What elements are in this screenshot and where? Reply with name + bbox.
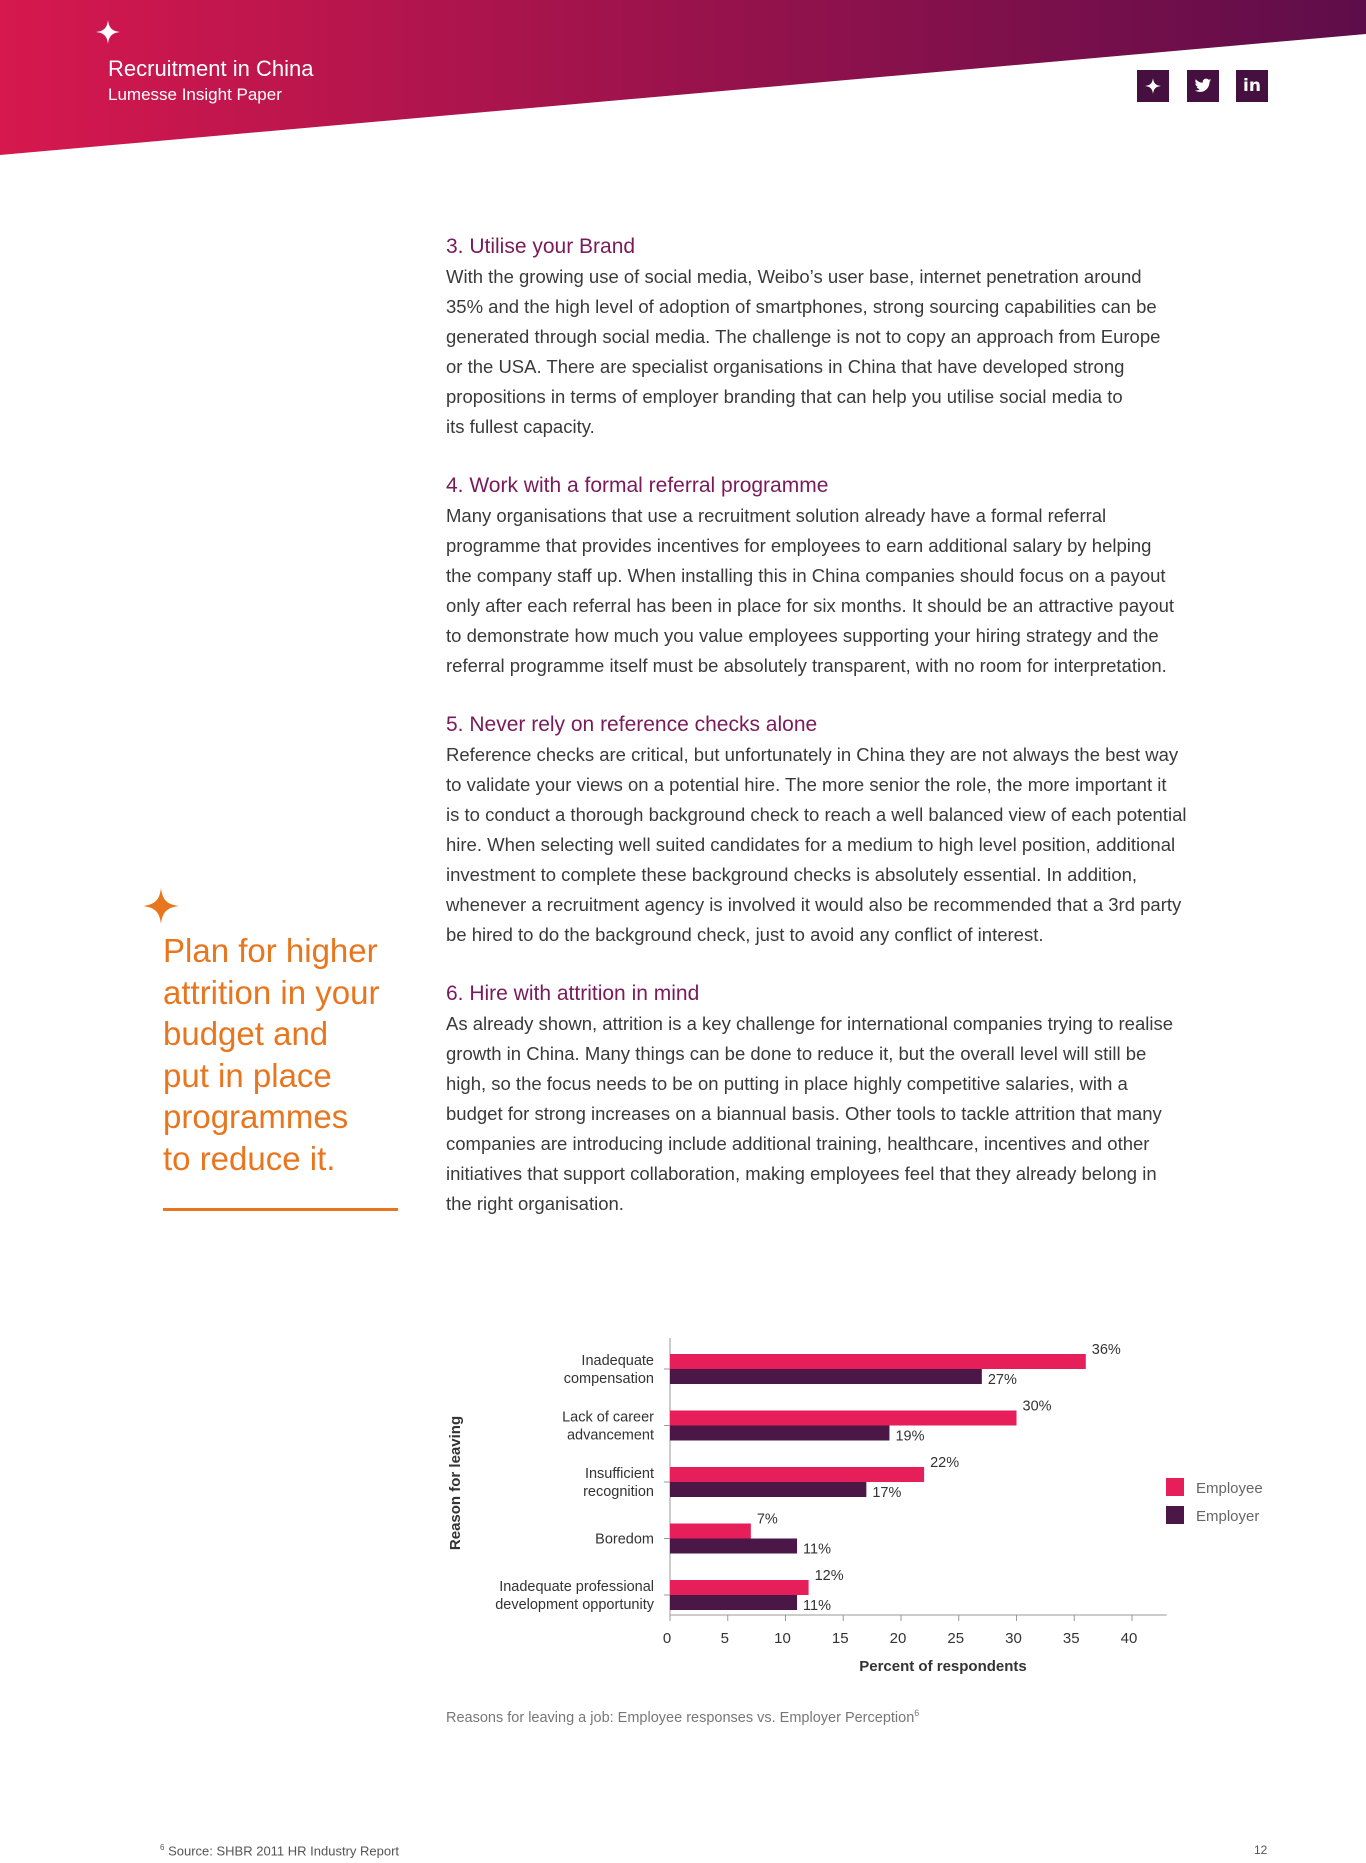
text-line: growth in China. Many things can be done to reduce it, but the overall level will still be <box>446 1043 1147 1064</box>
legend-label-employee: Employee <box>1196 1480 1263 1497</box>
quote-line: Plan for higher <box>163 932 378 969</box>
section-heading: 4. Work with a formal referral programme <box>446 474 829 497</box>
quote-line: attrition in your <box>163 973 380 1011</box>
x-axis-title: Percent of respondents <box>859 1658 1027 1675</box>
quote-divider <box>163 1208 398 1211</box>
text-line: companies are introducing include additional training, healthcare, incentives and other <box>446 1133 1150 1154</box>
bar-employee <box>670 1354 1086 1369</box>
x-tick-label: 35 <box>1062 1630 1080 1647</box>
text-line: Many organisations that use a recruitment solution already have a formal referral <box>446 505 1107 526</box>
data-label-employee: 22% <box>930 1455 960 1471</box>
section-body <box>446 1009 1276 1219</box>
bar-employer <box>670 1369 982 1384</box>
text-line: programme that provides incentives for employees to earn additional salary by helping <box>446 535 1152 556</box>
document-title: Recruitment in China <box>108 56 314 81</box>
page-number: 12 <box>1254 1843 1268 1857</box>
document-subtitle: Lumesse Insight Paper <box>108 85 282 104</box>
twitter-icon <box>1194 78 1212 94</box>
star-icon <box>1145 78 1161 94</box>
data-label-employer: 17% <box>872 1485 902 1501</box>
pull-quote <box>163 930 413 1179</box>
footnote-ref: 6 <box>160 1843 165 1852</box>
quote-line: put in place <box>163 1056 332 1094</box>
category-label: Insufficient <box>584 1466 654 1482</box>
category-label: development opportunity <box>495 1597 654 1613</box>
bar-employer <box>670 1426 889 1441</box>
legend-swatch-employee <box>1166 1478 1184 1496</box>
quote-line: budget and <box>163 1015 329 1052</box>
bar-employee <box>670 1467 924 1482</box>
x-tick-label: 25 <box>947 1630 965 1647</box>
text-line: 35% and the high level of adoption of smartphones, strong sourcing capabilities can be <box>446 296 1157 317</box>
section-heading: 5. Never rely on reference checks alone <box>446 713 818 736</box>
category-label: Boredom <box>595 1531 654 1548</box>
text-line: the company staff up. When installing this in China companies should focus on a payout <box>446 565 1166 586</box>
section-body <box>446 501 1276 681</box>
x-tick-label: 5 <box>720 1630 729 1647</box>
text-line: the right organisation. <box>446 1193 624 1214</box>
data-label-employer: 27% <box>987 1372 1017 1388</box>
share-star-button[interactable] <box>1137 70 1169 102</box>
text-line: referral programme itself must be absolutely transparent, with no room for interpretation. <box>446 655 1167 676</box>
category-label: advancement <box>566 1427 654 1444</box>
text-line: be hired to do the background check, just to avoid any conflict of interest. <box>446 924 1044 945</box>
text-line: to validate your views on a potential hire. The more senior the role, the more important it <box>446 774 1167 795</box>
section-heading: 3. Utilise your Brand <box>446 235 636 258</box>
bar-employee <box>670 1580 809 1595</box>
section-utilise-brand <box>446 232 1276 442</box>
text-line: With the growing use of social media, Weibo’s user base, internet penetration around <box>446 266 1142 287</box>
text-line: is to conduct a thorough background check to reach a well balanced view of each potential <box>446 804 1187 825</box>
caption-footnote-ref: 6 <box>914 1708 920 1718</box>
text-line: to demonstrate how much you value employees supporting your hiring strategy and the <box>446 625 1159 646</box>
main-content <box>446 232 1276 1248</box>
quote-line: programmes <box>163 1098 349 1135</box>
text-line: high, so the focus needs to be on putting in place highly competitive salaries, with a <box>446 1073 1128 1094</box>
star-icon <box>143 888 179 924</box>
section-reference-checks <box>446 710 1276 950</box>
section-referral-programme <box>446 471 1276 681</box>
category-label: Lack of career <box>562 1409 654 1426</box>
text-line: hire. When selecting well suited candidates for a medium to high level position, additional <box>446 834 1176 855</box>
x-tick-label: 10 <box>774 1630 791 1647</box>
linkedin-share-button[interactable] <box>1236 70 1268 102</box>
bar-employee <box>670 1524 751 1539</box>
text-line: budget for strong increases on a biannual basis. Other tools to tackle attrition that many <box>446 1103 1162 1124</box>
category-label: recognition <box>583 1484 654 1500</box>
data-label-employer: 19% <box>895 1428 925 1445</box>
section-heading: 6. Hire with attrition in mind <box>446 982 700 1005</box>
twitter-share-button[interactable] <box>1187 70 1219 102</box>
text-line: Reference checks are critical, but unfortunately in China they are not always the best way <box>446 744 1179 765</box>
bar-employee <box>670 1411 1017 1426</box>
chart-caption <box>446 1708 919 1726</box>
text-line: its fullest capacity. <box>446 416 595 437</box>
star-icon <box>96 20 120 44</box>
x-tick-label: 20 <box>889 1630 907 1647</box>
caption-text: Reasons for leaving a job: Employee responses vs. Employer Perception <box>446 1709 915 1726</box>
data-label-employee: 30% <box>1022 1398 1052 1415</box>
text-line: initiatives that support collaboration, making employees feel that they already belong in <box>446 1163 1157 1184</box>
text-line: As already shown, attrition is a key challenge for international companies trying to realise <box>446 1013 1174 1034</box>
x-tick-label: 40 <box>1120 1630 1138 1647</box>
bar-employer <box>670 1482 866 1497</box>
text-line: investment to complete these background checks is absolutely essential. In addition, <box>446 864 1138 885</box>
category-label: Inadequate <box>581 1353 654 1369</box>
data-label-employee: 7% <box>756 1511 778 1528</box>
section-hire-attrition <box>446 979 1276 1219</box>
footnote-text: Source: SHBR 2011 HR Industry Report <box>164 1843 400 1859</box>
data-label-employer: 11% <box>803 1541 832 1558</box>
text-line: propositions in terms of employer branding that can help you utilise social media to <box>446 386 1123 407</box>
section-body <box>446 740 1276 950</box>
bar-employer <box>670 1539 797 1554</box>
x-tick-label: 30 <box>1005 1630 1022 1647</box>
text-line: generated through social media. The challenge is not to copy an approach from Europe <box>446 326 1161 347</box>
reasons-for-leaving-chart <box>440 1320 1300 1690</box>
data-label-employee: 12% <box>814 1568 844 1584</box>
y-axis-title: Reason for leaving <box>447 1415 464 1551</box>
category-label: Inadequate professional <box>499 1579 654 1595</box>
x-tick-label: 0 <box>662 1630 672 1647</box>
linkedin-icon: in <box>1243 76 1261 96</box>
data-label-employer: 11% <box>803 1598 832 1614</box>
x-tick-label: 15 <box>831 1630 849 1647</box>
text-line: only after each referral has been in place for six months. It should be an attractive payout <box>446 595 1175 616</box>
data-label-employee: 36% <box>1091 1342 1121 1358</box>
text-line: whenever a recruitment agency is involved it would also be recommended that a 3rd party <box>446 894 1182 915</box>
legend-swatch-employer <box>1166 1506 1184 1524</box>
footnote <box>160 1843 399 1858</box>
legend-label-employer: Employer <box>1196 1508 1260 1525</box>
section-body <box>446 262 1276 442</box>
category-label: compensation <box>563 1371 654 1387</box>
quote-line: to reduce it. <box>163 1139 336 1177</box>
text-line: or the USA. There are specialist organisations in China that have developed strong <box>446 356 1125 377</box>
bar-employer <box>670 1595 797 1610</box>
